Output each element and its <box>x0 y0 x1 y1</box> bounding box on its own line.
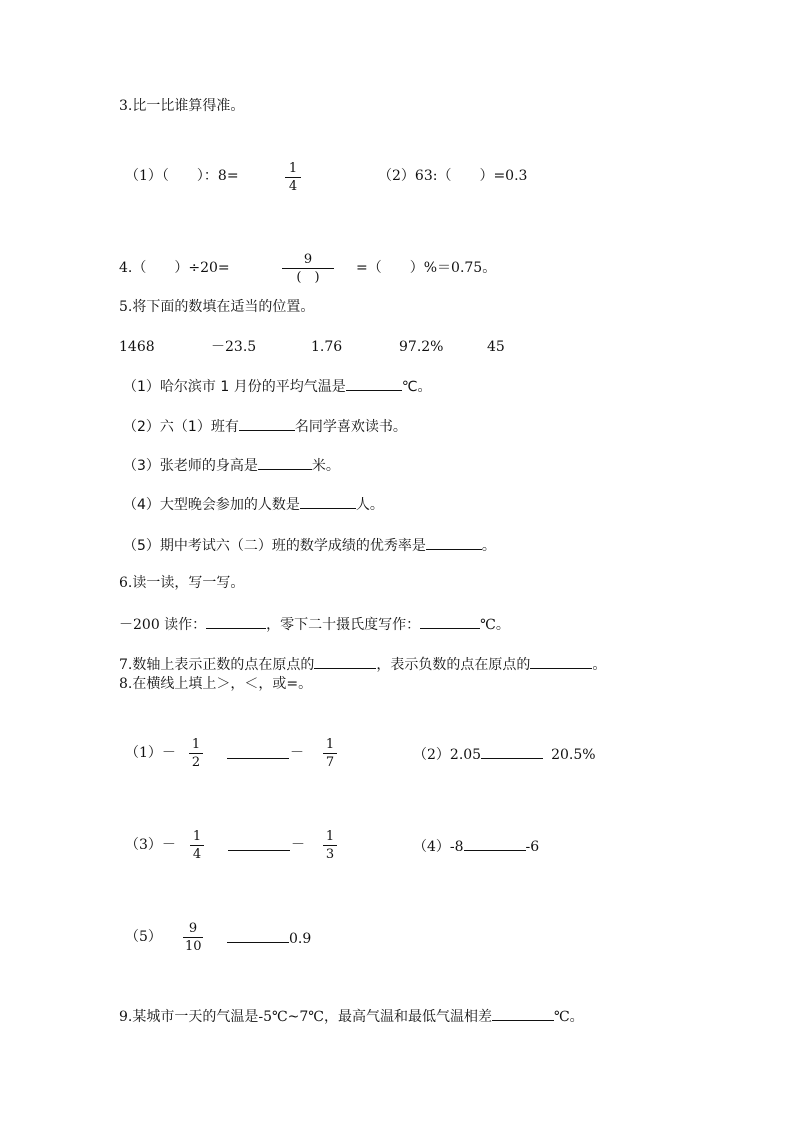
fraction-numerator: 1 <box>192 829 202 844</box>
q8-part1-fraction-2 <box>323 737 337 770</box>
fraction-numerator: 1 <box>325 829 335 844</box>
q6-read-label: －200 读作： <box>119 617 207 633</box>
q5-item-3-text: （3）张老师的身高是 <box>123 458 258 474</box>
q9-text: 9.某城市一天的气温是-5℃~7℃，最高气温和最低气温相差 <box>119 1009 492 1025</box>
answer-blank[interactable] <box>258 455 312 470</box>
q5-item-5 <box>123 535 496 555</box>
fraction-bar <box>183 937 203 938</box>
q6-line <box>119 614 510 634</box>
fraction-denominator: 10 <box>185 939 202 954</box>
answer-blank[interactable] <box>239 416 295 431</box>
fraction-bar <box>189 753 203 754</box>
fraction-numerator: 1 <box>288 161 298 176</box>
q8-part5-fraction <box>183 921 203 954</box>
q8-part3-fraction-2 <box>323 829 337 862</box>
answer-blank[interactable] <box>492 1006 554 1021</box>
q5-item-5-unit: 。 <box>481 538 496 554</box>
q8-part5-right <box>227 928 311 948</box>
fraction-numerator: 1 <box>191 737 201 752</box>
q6-write-label: ，零下二十摄氏度写作： <box>266 617 421 633</box>
answer-blank[interactable] <box>300 494 356 509</box>
fraction-bar <box>323 753 337 754</box>
fraction-denominator: 4 <box>192 847 202 862</box>
q8-part4 <box>413 836 539 856</box>
fraction-numerator: 9 <box>303 252 313 267</box>
q5-item-1 <box>123 376 431 396</box>
answer-blank[interactable] <box>314 654 376 669</box>
question-4-suffix: =（ ）%＝0.75。 <box>356 260 497 276</box>
q5-number-1: 1468 <box>119 339 155 355</box>
fraction-numerator: 1 <box>325 737 335 752</box>
q5-item-2 <box>123 416 407 436</box>
q3-part1-text: （1）（ ）：8= <box>125 168 239 184</box>
answer-blank[interactable] <box>530 654 592 669</box>
answer-blank[interactable] <box>346 376 402 391</box>
fraction-bar <box>323 845 337 846</box>
q8-part1-fraction-1 <box>189 737 203 770</box>
question-3-title: 3.比一比谁算得准。 <box>119 98 245 114</box>
q5-item-1-text: （1）哈尔滨市 1 月份的平均气温是 <box>123 379 346 395</box>
q8-part1-label: （1）－ <box>125 745 176 761</box>
q3-part2-text: （2）63:（ ）=0.3 <box>378 168 528 184</box>
fraction-denominator: 4 <box>288 179 298 194</box>
q6-unit: ℃。 <box>480 617 510 633</box>
q5-item-3-unit: 米。 <box>311 458 340 474</box>
answer-blank[interactable] <box>227 928 289 943</box>
q8-part3-fraction-1 <box>190 829 204 862</box>
answer-blank[interactable] <box>464 836 526 851</box>
q5-number-3: 1.76 <box>311 339 343 355</box>
answer-blank[interactable] <box>481 744 543 759</box>
fraction-denominator: ( ) <box>296 270 320 285</box>
answer-blank[interactable] <box>227 758 289 759</box>
q7-text-b: ，表示负数的点在原点的 <box>376 657 531 673</box>
q5-item-2-text: （2）六（1）班有 <box>123 419 239 435</box>
q8-part3-minus: － <box>291 837 305 853</box>
q5-number-5: 45 <box>487 339 505 355</box>
fraction-bar <box>190 845 204 846</box>
answer-blank[interactable] <box>420 614 480 629</box>
fraction-denominator: 2 <box>191 755 201 770</box>
q5-item-1-unit: ℃。 <box>401 379 432 395</box>
q5-number-2: －23.5 <box>211 339 257 355</box>
q8-part3-label: （3）－ <box>125 837 176 853</box>
answer-blank[interactable] <box>206 614 266 629</box>
question-5-title: 5.将下面的数填在适当的位置。 <box>119 299 315 315</box>
q5-item-5-text: （5）期中考试六（二）班的数学成绩的优秀率是 <box>123 538 426 554</box>
q8-part5-value: 0.9 <box>289 931 312 947</box>
q8-part4-left: （4）-8 <box>413 839 464 855</box>
q3-part1-fraction <box>285 161 301 194</box>
q8-part4-right: -6 <box>525 839 540 855</box>
q8-part2 <box>413 744 596 764</box>
q9-unit: ℃。 <box>553 1009 584 1025</box>
q4-fraction <box>282 252 334 285</box>
fraction-numerator: 9 <box>188 921 198 936</box>
q5-item-4-text: （4）大型晚会参加的人数是 <box>123 497 300 513</box>
answer-blank[interactable] <box>426 535 482 550</box>
question-7 <box>119 654 606 674</box>
question-8-title: 8.在横线上填上＞，＜，或=。 <box>119 676 313 692</box>
q7-text-c: 。 <box>592 657 607 673</box>
question-9 <box>119 1006 584 1026</box>
q5-item-3 <box>123 455 340 475</box>
question-4-prefix: 4.（ ）÷20= <box>119 260 230 276</box>
q5-item-2-unit: 名同学喜欢读书。 <box>294 419 407 435</box>
q8-part2-right: 20.5% <box>551 747 596 763</box>
q5-item-4-unit: 人。 <box>355 497 384 513</box>
fraction-bar <box>282 268 334 269</box>
question-6-title: 6.读一读，写一写。 <box>119 575 245 591</box>
q8-part2-left: （2）2.05 <box>413 747 482 763</box>
q8-part1-minus: － <box>290 745 304 761</box>
fraction-denominator: 3 <box>325 847 335 862</box>
fraction-bar <box>285 177 301 178</box>
q7-text-a: 7.数轴上表示正数的点在原点的 <box>119 657 315 673</box>
q8-part5-label: （5） <box>125 929 162 945</box>
answer-blank[interactable] <box>228 850 290 851</box>
q5-item-4 <box>123 494 384 514</box>
fraction-denominator: 7 <box>325 755 335 770</box>
q5-number-4: 97.2% <box>399 339 444 355</box>
